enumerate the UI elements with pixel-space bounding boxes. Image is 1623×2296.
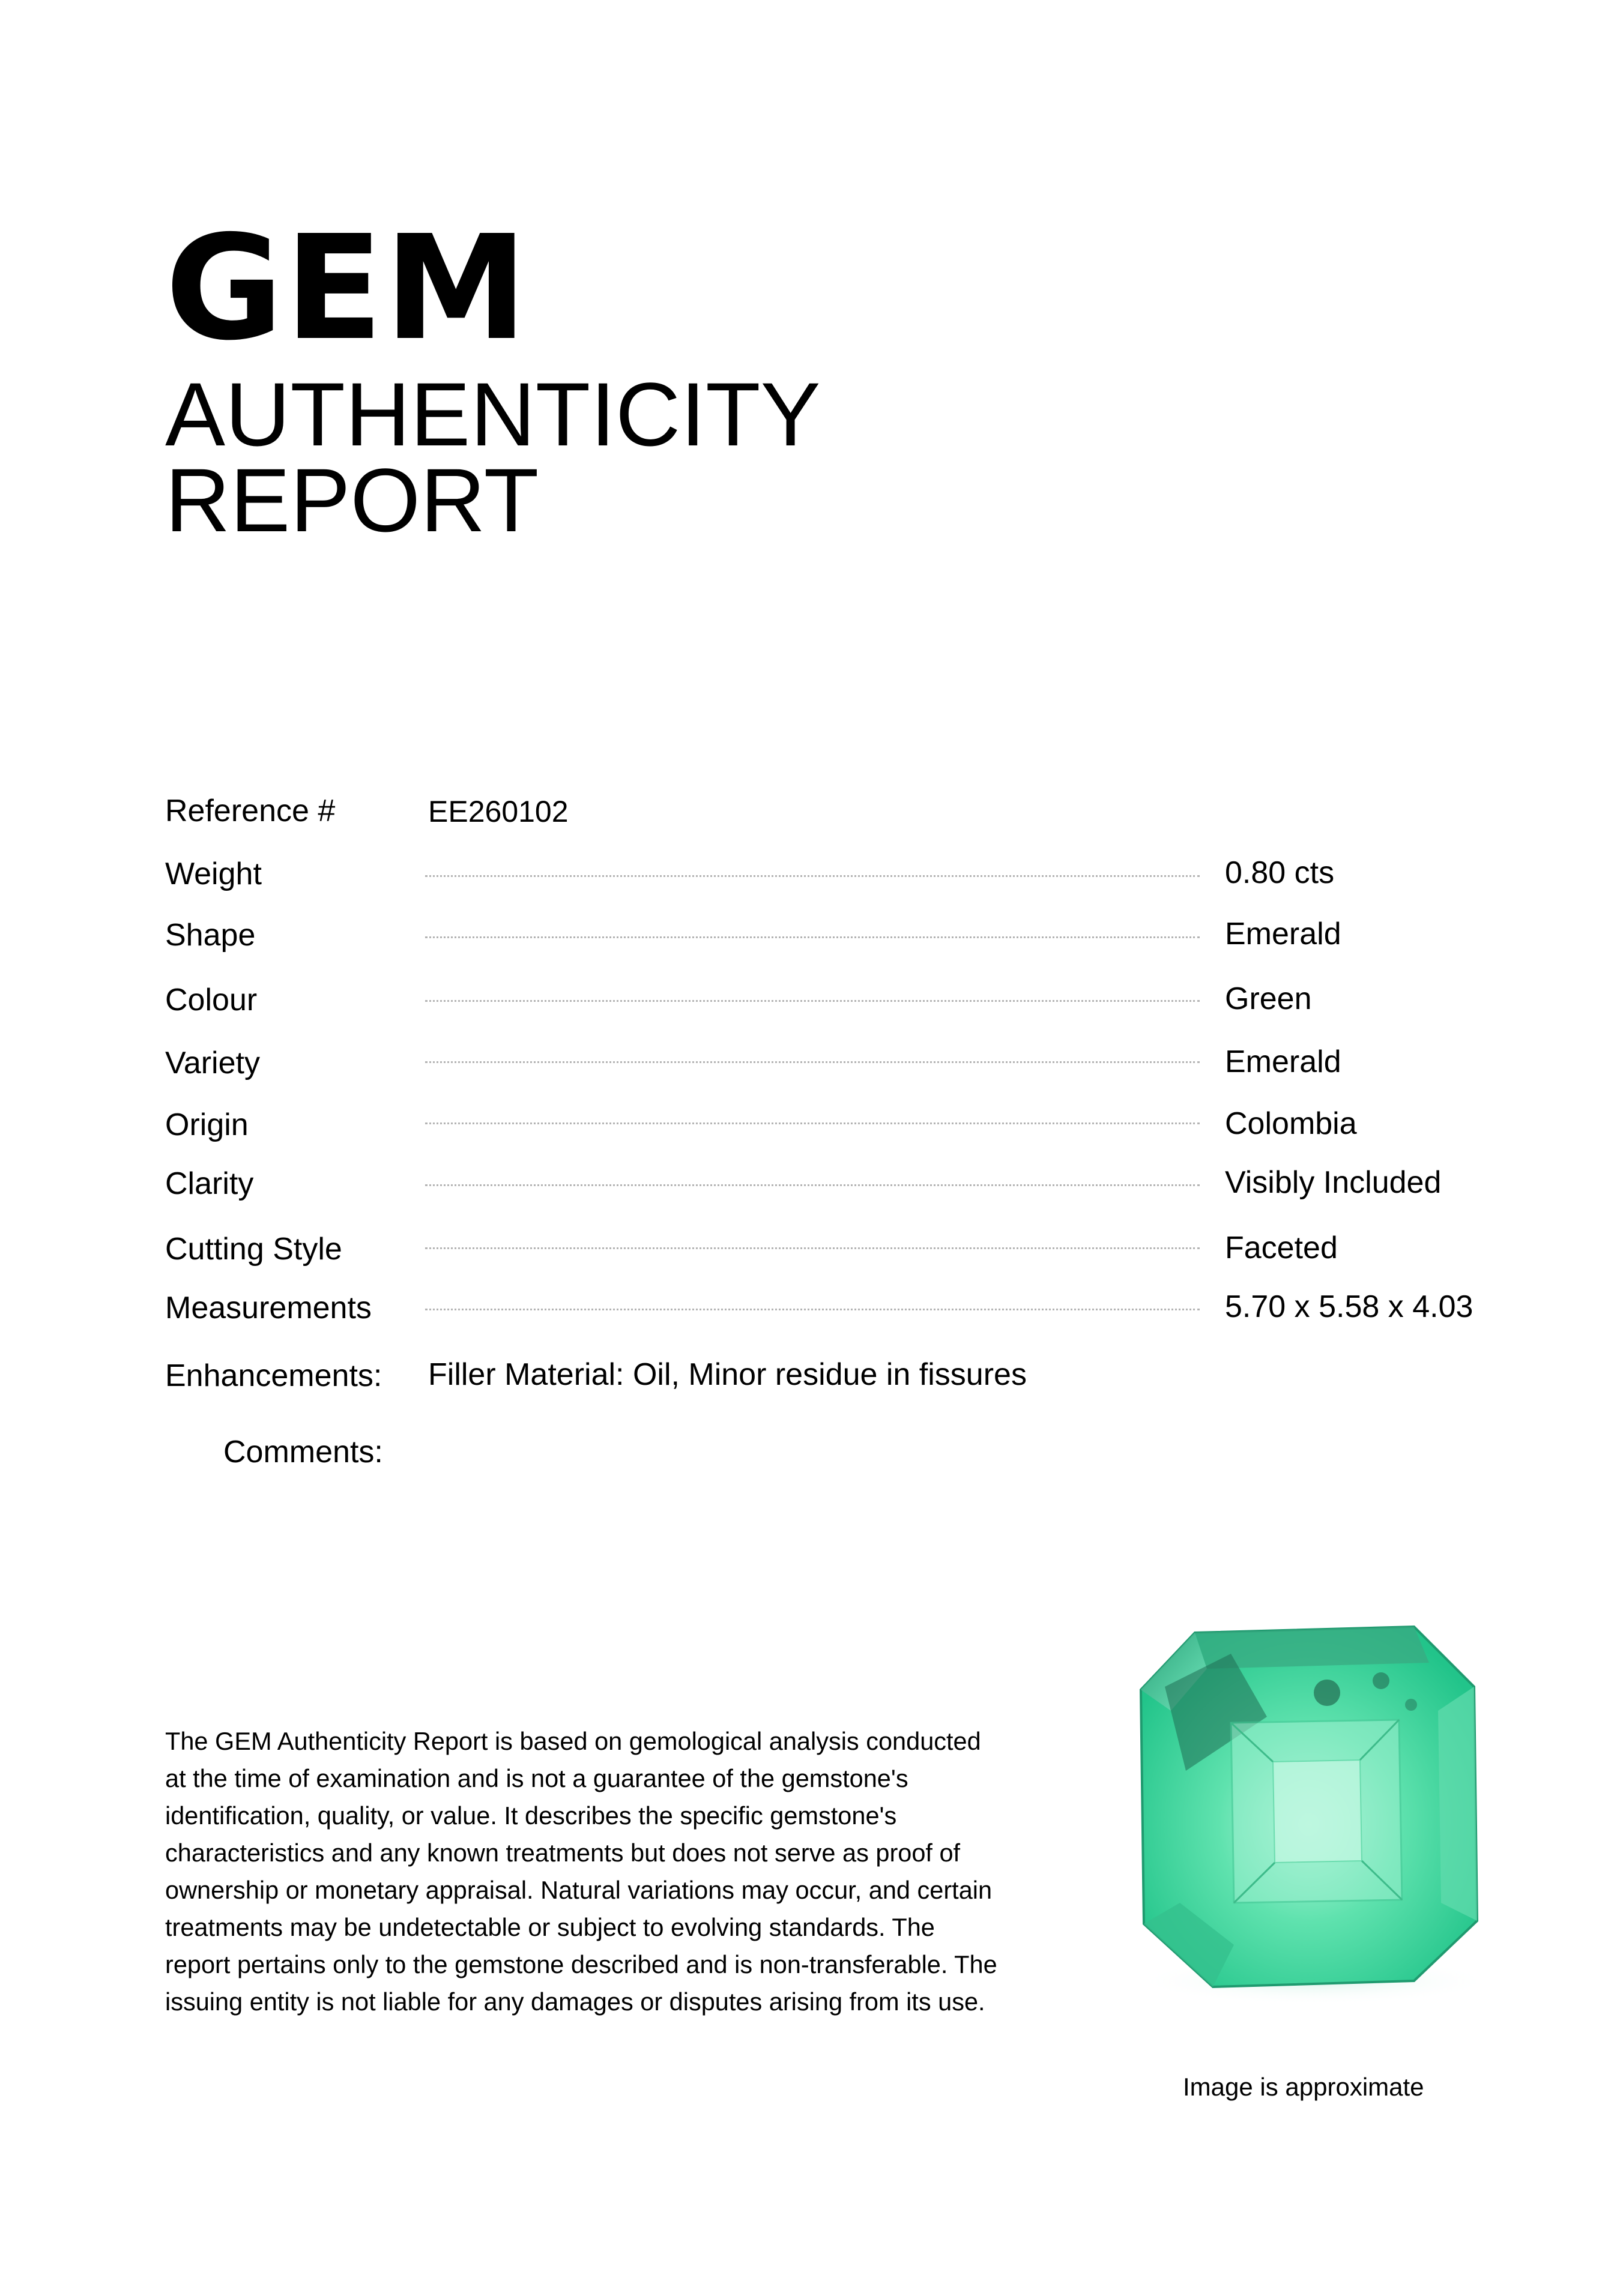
property-label: Variety bbox=[165, 1046, 260, 1080]
property-label: Cutting Style bbox=[165, 1232, 342, 1267]
dotted-leader bbox=[425, 1184, 1200, 1186]
dotted-leader bbox=[425, 1000, 1200, 1002]
property-value: 5.70 x 5.58 x 4.03 bbox=[1225, 1289, 1473, 1324]
property-label: Origin bbox=[165, 1107, 249, 1142]
property-value: 0.80 cts bbox=[1225, 855, 1335, 890]
reference-label: Reference # bbox=[165, 794, 336, 828]
property-label: Clarity bbox=[165, 1166, 254, 1201]
dotted-leader bbox=[425, 1061, 1200, 1063]
property-label: Measurements bbox=[165, 1291, 372, 1325]
enhancements-value: Filler Material: Oil, Minor residue in fissures bbox=[428, 1357, 1027, 1392]
dotted-leader bbox=[425, 1122, 1200, 1124]
enhancements-label: Enhancements: bbox=[165, 1358, 382, 1393]
report-brand-title: GEM bbox=[165, 204, 529, 372]
property-label: Colour bbox=[165, 983, 258, 1017]
property-label: Shape bbox=[165, 918, 256, 953]
property-value: Visibly Included bbox=[1225, 1165, 1442, 1200]
property-value: Emerald bbox=[1225, 1044, 1341, 1079]
comments-label: Comments: bbox=[223, 1435, 383, 1469]
property-value: Colombia bbox=[1225, 1106, 1357, 1141]
property-value: Green bbox=[1225, 981, 1312, 1016]
report-subtitle-line1: AUTHENTICITY bbox=[165, 364, 821, 465]
dotted-leader bbox=[425, 1309, 1200, 1310]
emerald-gem-illustration bbox=[1129, 1621, 1501, 2005]
report-subtitle-line2: REPORT bbox=[165, 450, 539, 550]
dotted-leader bbox=[425, 875, 1200, 877]
disclaimer-text: The GEM Authenticity Report is based on gemological analysis conducted at the time of examination and is not a guarantee of the gemstone's identification, quality, or value. It describes the specific gemstone's characteristics and any known treatments but does not serve as proof of ownership or monetary appraisal. Natural variations may occur, and certain treatments may be undetectable or subject to evolving standards. The report pertains only to the gemstone described and is non-transferable. The issuing entity is not liable for any damages or disputes arising from its use. bbox=[165, 1727, 997, 2016]
image-caption: Image is approximate bbox=[1183, 2073, 1424, 2101]
reference-value: EE260102 bbox=[428, 795, 569, 828]
property-value: Faceted bbox=[1225, 1231, 1338, 1265]
dotted-leader bbox=[425, 936, 1200, 938]
gem-image bbox=[1129, 1621, 1501, 2005]
property-value: Emerald bbox=[1225, 917, 1341, 951]
property-label: Weight bbox=[165, 857, 262, 891]
dotted-leader bbox=[425, 1247, 1200, 1249]
